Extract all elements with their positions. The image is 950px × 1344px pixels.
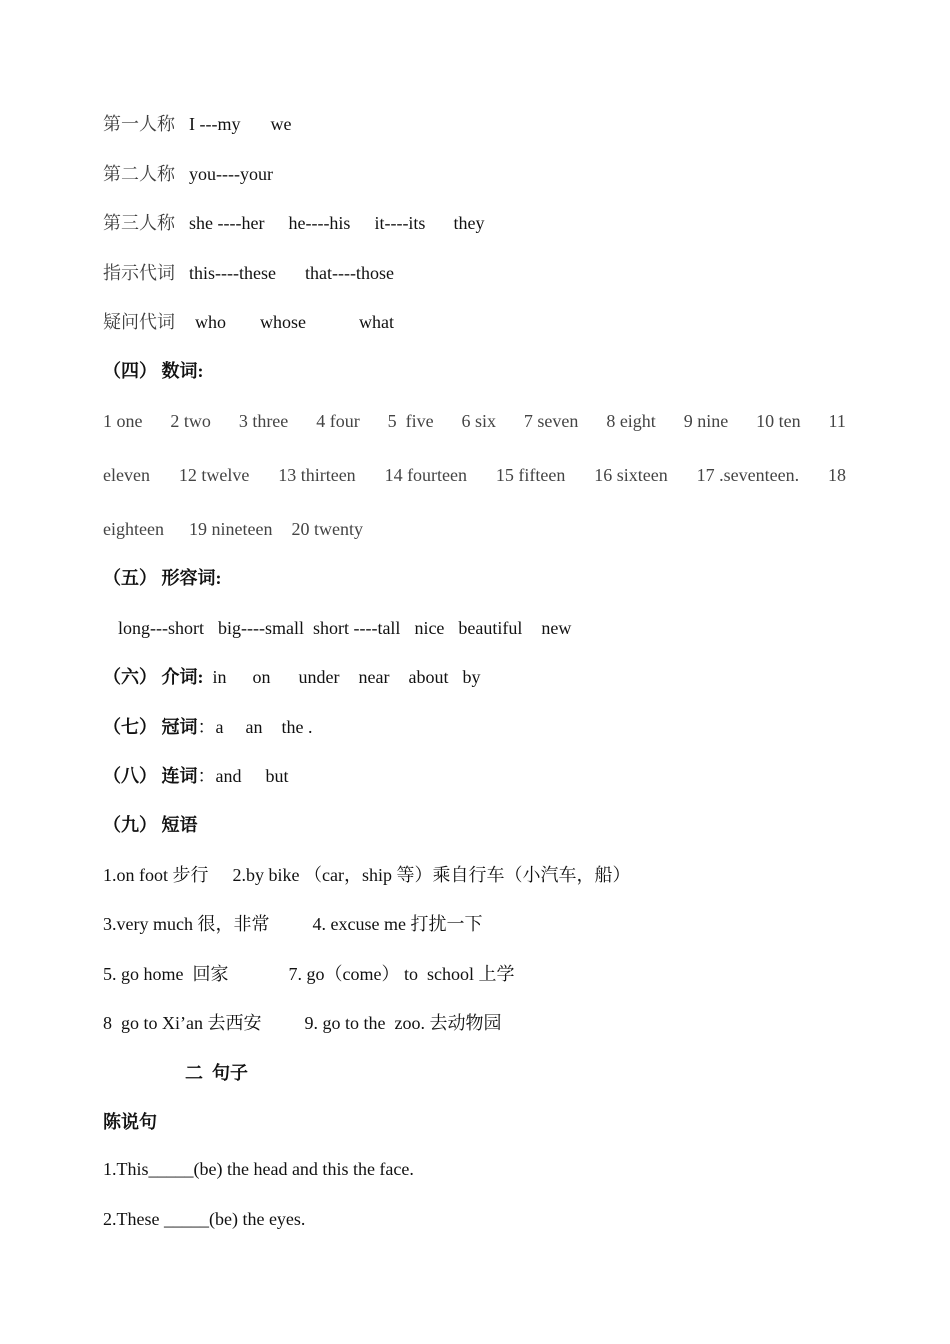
- phrase-item: 7. go（come） to school 上学: [288, 964, 515, 984]
- phrases-row-2: [103, 913, 482, 935]
- adjective-item: short ----tall: [312, 618, 401, 638]
- phrase-item: 8 go to Xi’an 去西安: [103, 1013, 262, 1033]
- pronoun-item: whose: [260, 312, 306, 332]
- sentences-subheading: 陈说句: [103, 1112, 157, 1132]
- numeral-item: 12 twelve: [178, 465, 250, 485]
- numeral-item: 20 twenty: [291, 519, 363, 539]
- adjective-item: big----small: [217, 618, 304, 638]
- pronoun-item: that----those: [304, 263, 394, 283]
- pronoun-interrogative-row: [103, 311, 394, 333]
- phrases-row-1: [103, 864, 630, 886]
- pronoun-item: you----your: [189, 164, 273, 184]
- sentence-item: 1.This_____(be) the head and this the face.: [103, 1159, 414, 1179]
- numeral-item: 13 thirteen: [278, 465, 356, 485]
- pronoun-item: he----his: [288, 213, 351, 233]
- numeral-item: eighteen: [103, 519, 164, 539]
- article-item: an: [245, 717, 263, 737]
- adjective-item: long---short: [118, 618, 204, 638]
- numeral-item: 19 nineteen: [188, 519, 273, 539]
- articles-colon: ：: [197, 717, 216, 737]
- pronoun-label: 指示代词: [103, 263, 175, 283]
- phrases-heading: （九） 短语: [103, 815, 198, 835]
- numeral-item: 16 sixteen: [594, 465, 668, 485]
- preposition-item: about: [408, 667, 449, 687]
- numerals-row-2: [103, 464, 846, 486]
- preposition-item: on: [252, 667, 271, 687]
- pronoun-demonstrative-row: [103, 262, 394, 284]
- numerals-row-3: [103, 518, 363, 540]
- adjective-item: new: [541, 618, 572, 638]
- article-item: a: [215, 717, 224, 737]
- preposition-item: under: [298, 667, 340, 687]
- numeral-item: 10 ten: [756, 411, 801, 431]
- pronoun-item: they: [453, 213, 485, 233]
- pronoun-second-person-row: [103, 163, 273, 185]
- conjunction-item: but: [265, 766, 289, 786]
- adjective-item: beautiful: [458, 618, 523, 638]
- articles-row: [103, 716, 313, 738]
- pronoun-item: she ----her: [189, 213, 265, 233]
- adjectives-row: [118, 617, 571, 639]
- numerals-row-1: [103, 410, 846, 432]
- phrase-item: 1.on foot 步行: [103, 865, 209, 885]
- numeral-item: 11: [828, 411, 846, 431]
- numeral-item: 17 .seventeen.: [696, 465, 800, 485]
- numeral-item: 8 eight: [606, 411, 656, 431]
- numeral-item: 2 two: [170, 411, 211, 431]
- pronoun-item: this----these: [189, 263, 276, 283]
- numeral-item: 5 five: [387, 411, 434, 431]
- pronoun-label: 疑问代词: [103, 312, 175, 332]
- numerals-heading: （四） 数词:: [103, 361, 204, 381]
- pronoun-item: we: [270, 114, 292, 134]
- numeral-item: 3 three: [238, 411, 289, 431]
- preposition-item: in: [212, 667, 227, 687]
- phrase-item: 9. go to the zoo. 去动物园: [304, 1013, 502, 1033]
- pronoun-label: 第一人称: [103, 114, 175, 134]
- numeral-item: 14 fourteen: [384, 465, 468, 485]
- articles-heading: （七） 冠词: [103, 717, 198, 737]
- phrases-row-3: [103, 963, 514, 985]
- prepositions-heading: （六） 介词:: [103, 667, 204, 687]
- numeral-item: 7 seven: [523, 411, 579, 431]
- numeral-item: 18: [827, 465, 846, 485]
- adjective-item: nice: [414, 618, 445, 638]
- pronoun-item: it----its: [374, 213, 426, 233]
- conjunctions-colon: ：: [197, 766, 216, 786]
- phrase-item: 2.by bike （car，ship 等）乘自行车（小汽车，船）: [232, 865, 631, 885]
- phrases-row-4: [103, 1012, 501, 1034]
- pronoun-item: who: [195, 312, 226, 332]
- conjunctions-heading: （八） 连词: [103, 766, 198, 786]
- pronoun-first-person-row: [103, 113, 291, 135]
- adjectives-heading: （五） 形容词:: [103, 568, 222, 588]
- conjunction-item: and: [215, 766, 242, 786]
- phrase-item: 3.very much 很，非常: [103, 914, 270, 934]
- pronoun-item: what: [359, 312, 394, 332]
- prepositions-row: [103, 666, 480, 688]
- pronoun-item: I ---my: [189, 114, 241, 134]
- pronoun-label: 第二人称: [103, 164, 175, 184]
- preposition-item: by: [462, 667, 481, 687]
- numeral-item: 9 nine: [683, 411, 729, 431]
- preposition-item: near: [358, 667, 390, 687]
- phrase-item: 5. go home 回家: [103, 964, 229, 984]
- sentence-item: 2.These _____(be) the eyes.: [103, 1209, 306, 1229]
- sentences-section-title: 二 句子: [185, 1063, 248, 1083]
- pronoun-label: 第三人称: [103, 213, 175, 233]
- numeral-item: 6 six: [461, 411, 497, 431]
- conjunctions-row: [103, 765, 289, 787]
- numeral-item: 15 fifteen: [495, 465, 566, 485]
- pronoun-third-person-row: [103, 212, 484, 234]
- article-item: the .: [281, 717, 313, 737]
- phrase-item: 4. excuse me 打扰一下: [312, 914, 483, 934]
- numeral-item: 4 four: [316, 411, 360, 431]
- numeral-item: eleven: [103, 465, 150, 485]
- numeral-item: 1 one: [103, 411, 143, 431]
